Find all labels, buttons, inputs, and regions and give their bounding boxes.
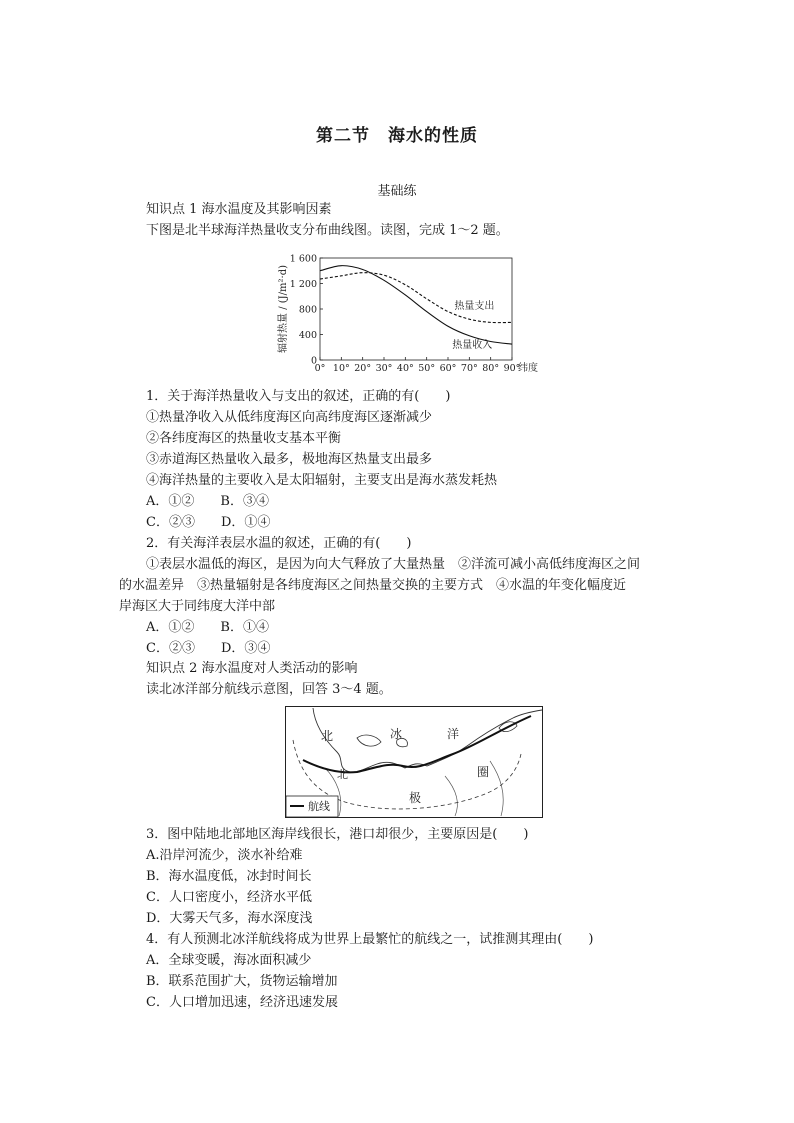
map-label: 圈: [477, 765, 490, 779]
x-tick-label: 40°: [396, 363, 414, 374]
x-tick-label: 60°: [439, 363, 457, 374]
page-title: 第二节 海水的性质: [316, 126, 478, 146]
x-tick-label: 80°: [482, 363, 500, 374]
x-tick-label: 20°: [354, 363, 372, 374]
q1-item: ③赤道海区热量收入最多，极地海区热量支出最多: [146, 452, 433, 467]
q2-options-row: C．②③ D．③④: [146, 641, 271, 656]
knowledge-point-2: 知识点 2 海水温度对人类活动的影响: [146, 661, 358, 676]
x-tick-label: 50°: [418, 363, 436, 374]
x-tick-label: 30°: [375, 363, 393, 374]
series-expense-line: [320, 273, 512, 323]
x-tick-label: 0°: [314, 363, 326, 374]
map-label: 北: [321, 729, 334, 743]
x-tick-label: 70°: [460, 363, 478, 374]
q2-text-line: 的水温差异 ③热量辐射是各纬度海区之间热量交换的主要方式 ④水温的年变化幅度近: [119, 578, 627, 593]
q4-option: A．全球变暖，海冰面积减少: [146, 953, 312, 968]
q1-item: ②各纬度海区的热量收支基本平衡: [146, 431, 342, 446]
x-tick-label: 90°: [503, 363, 521, 374]
knowledge-point-1: 知识点 1 海水温度及其影响因素: [146, 202, 332, 217]
q1-stem: 1．关于海洋热量收入与支出的叙述，正确的有( ): [146, 389, 451, 404]
q2-text-line: ①表层水温低的海区，是因为向大气释放了大量热量 ②洋流可减小高低纬度海区之间: [146, 557, 641, 572]
map-label: 极: [409, 791, 422, 805]
q2-options-row: A．①② B．①④: [146, 620, 269, 635]
q3-stem: 3．图中陆地北部地区海岸线很长，港口却很少，主要原因是( ): [146, 827, 529, 842]
q4-stem: 4．有人预测北冰洋航线将成为世界上最繁忙的航线之一，试推测其理由( ): [146, 932, 594, 947]
y-axis-label: 辐射热量 / (J/m²·d): [278, 265, 289, 353]
x-axis-label: 纬度: [518, 363, 538, 374]
q2-text-line: 岸海区大于同纬度大洋中部: [119, 599, 276, 614]
x-tick-label: 10°: [332, 363, 350, 374]
q3-option: C．人口密度小，经济水平低: [146, 890, 312, 905]
y-tick-label: 0: [310, 355, 317, 367]
series-label: 热量收入: [452, 339, 493, 351]
y-tick-label: 800: [298, 304, 317, 316]
intro-1: 下图是北半球海洋热量收支分布曲线图。读图，完成 1～2 题。: [146, 223, 509, 238]
q3-option: D．大雾天气多，海水深度浅: [146, 911, 313, 926]
section-subtitle: 基础练: [377, 184, 417, 199]
q1-options-row: A．①② B．③④: [146, 494, 269, 509]
q4-option: C．人口增加迅速，经济迅速发展: [146, 995, 338, 1010]
q4-option: B．联系范围扩大，货物运输增加: [146, 974, 338, 989]
q1-item: ④海洋热量的主要收入是太阳辐射，主要支出是海水蒸发耗热: [146, 473, 498, 488]
map-label: 北: [337, 768, 348, 781]
q2-stem: 2．有关海洋表层水温的叙述，正确的有( ): [146, 536, 412, 551]
arctic-route-map: [285, 706, 543, 818]
q1-options-row: C．②③ D．①④: [146, 515, 271, 530]
q3-option: A.沿岸河流少，淡水补给难: [146, 848, 303, 863]
series-label: 热量支出: [454, 301, 495, 312]
q3-option: B．海水温度低，冰封时间长: [146, 869, 312, 884]
y-tick-label: 1 200: [289, 279, 317, 290]
intro-2: 读北冰洋部分航线示意图，回答 3～4 题。: [146, 682, 392, 697]
map-label: 洋: [447, 727, 460, 741]
heat-budget-chart: [276, 250, 556, 378]
map-label: 冰: [390, 727, 403, 741]
y-tick-label: 1 600: [289, 253, 317, 265]
q1-item: ①热量净收入从低纬度海区向高纬度海区逐渐减少: [146, 410, 433, 425]
legend-label: 航线: [308, 800, 330, 813]
y-tick-label: 400: [298, 330, 317, 341]
